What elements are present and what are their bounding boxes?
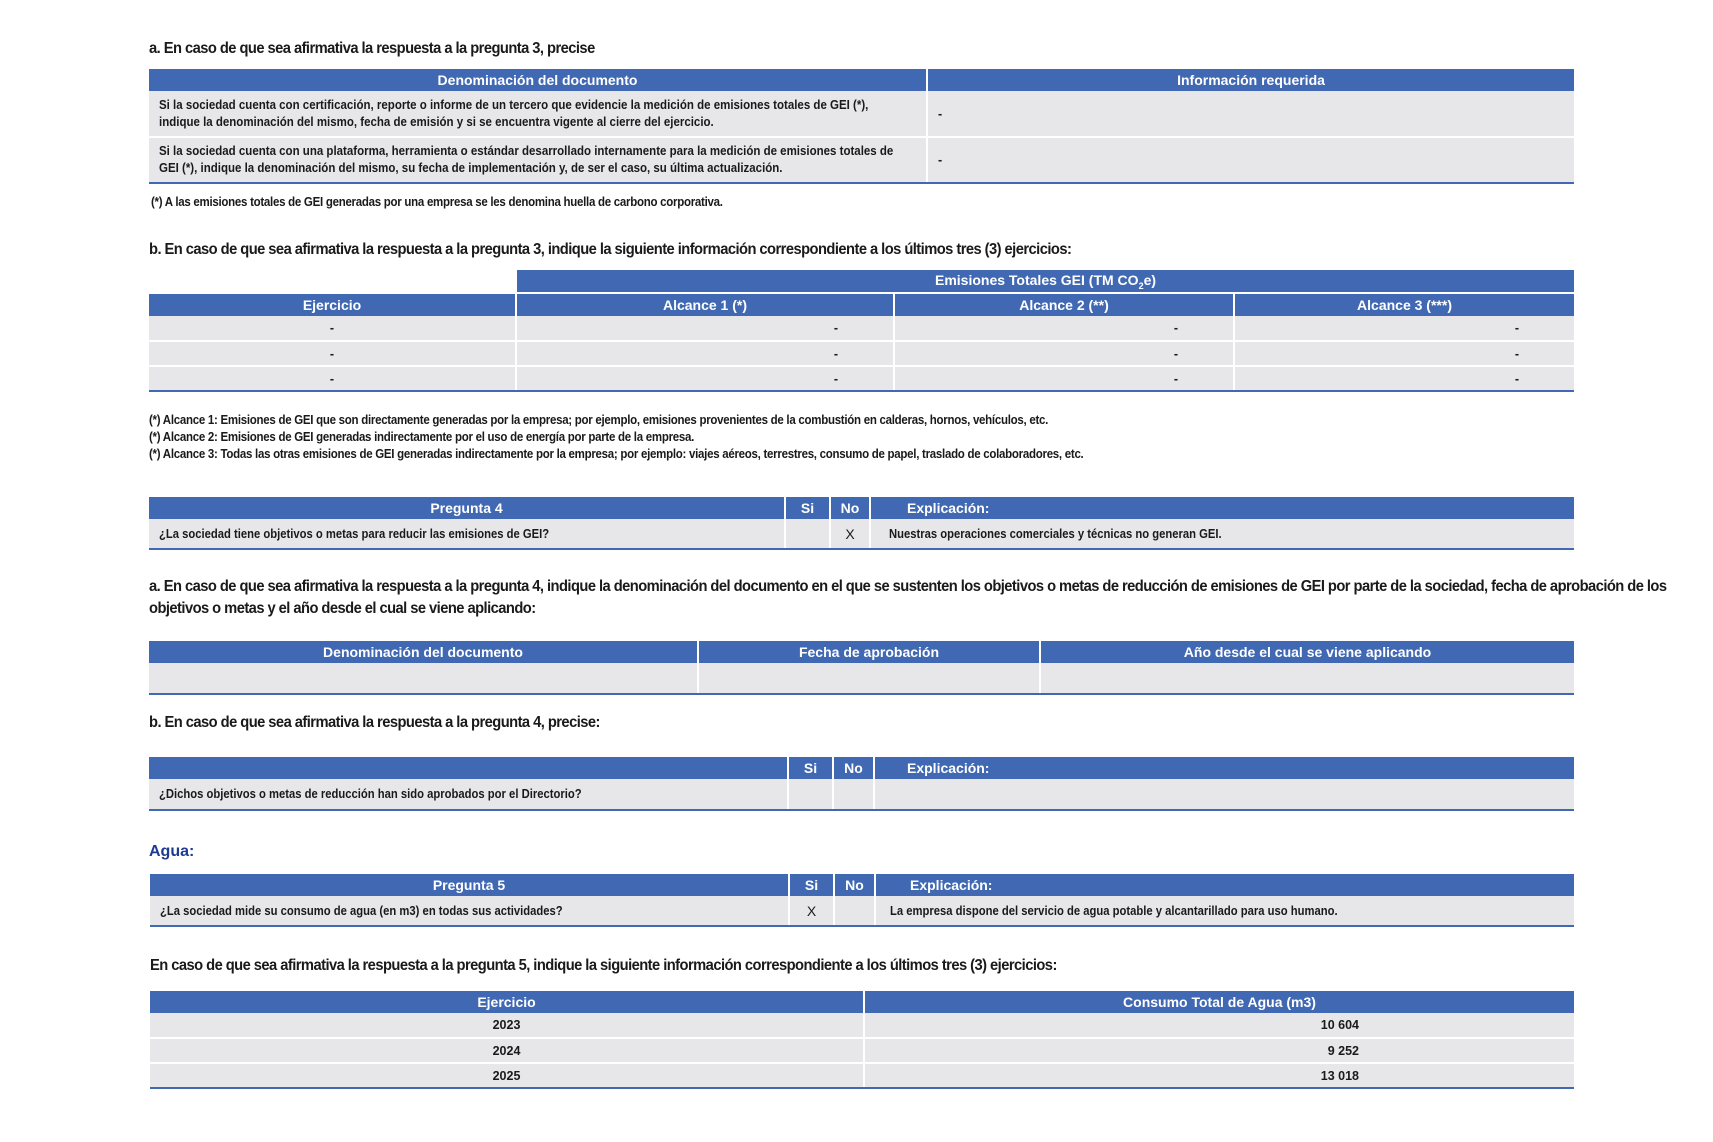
col-pregunta bbox=[149, 757, 788, 779]
cell-alcance-1: - bbox=[516, 366, 894, 391]
question-text: ¿Dichos objetivos o metas de reducción han sido aprobados por el Directorio? bbox=[149, 779, 788, 810]
section-3a-heading: a. En caso de que sea afirmativa la respuesta a la pregunta 3, precise bbox=[149, 40, 595, 57]
table-row bbox=[149, 366, 1574, 391]
table-row bbox=[150, 896, 1574, 926]
section-4b-heading: b. En caso de que sea afirmativa la respuesta a la pregunta 4, precise: bbox=[149, 714, 600, 731]
col-pregunta: Pregunta 4 bbox=[149, 497, 785, 519]
cell-alcance-3: - bbox=[1234, 316, 1574, 341]
table-row bbox=[149, 316, 1574, 341]
row-answer: - bbox=[927, 137, 1574, 183]
cell-ejercicio: - bbox=[149, 341, 516, 366]
col-no: No bbox=[834, 874, 875, 896]
answer-si bbox=[788, 779, 833, 810]
table-row bbox=[149, 91, 1574, 137]
cell-alcance-1: - bbox=[516, 341, 894, 366]
table-row bbox=[149, 341, 1574, 366]
table-row bbox=[150, 1063, 1574, 1088]
answer-si: X bbox=[789, 896, 834, 926]
col-explicacion: Explicación: bbox=[874, 757, 1574, 779]
cell-alcance-2: - bbox=[894, 366, 1234, 391]
table-3b-emisiones bbox=[149, 270, 1574, 392]
col-fecha-aprobacion: Fecha de aprobación bbox=[698, 641, 1040, 663]
cell-consumo: 10 604 bbox=[864, 1013, 1574, 1038]
table-pregunta-5 bbox=[150, 874, 1574, 927]
section-5-heading: En caso de que sea afirmativa la respuesta a la pregunta 5, indique la siguiente información correspondiente a los últimos tres (3) ejercicios: bbox=[150, 957, 1057, 974]
col-alcance-3: Alcance 3 (***) bbox=[1234, 293, 1574, 316]
col-no: No bbox=[830, 497, 870, 519]
table-4b bbox=[149, 757, 1574, 811]
col-denominacion: Denominación del documento bbox=[149, 641, 698, 663]
cell-ejercicio: 2023 bbox=[150, 1013, 864, 1038]
col-no: No bbox=[833, 757, 874, 779]
col-alcance-2: Alcance 2 (**) bbox=[894, 293, 1234, 316]
cell-anio bbox=[1040, 663, 1574, 694]
note-alcance-1: (*) Alcance 1: Emisiones de GEI que son directamente generadas por la empresa; por ejemplo, emisiones provenientes de la combustión en calderas, hornos, vehículos, etc. bbox=[149, 413, 1049, 427]
table-4a bbox=[149, 641, 1574, 695]
col-si: Si bbox=[785, 497, 830, 519]
table-row bbox=[149, 663, 1574, 694]
col-explicacion: Explicación: bbox=[870, 497, 1574, 519]
col-informacion: Información requerida bbox=[927, 69, 1574, 91]
col-anio-aplicando: Año desde el cual se viene aplicando bbox=[1040, 641, 1574, 663]
section-3b-heading: b. En caso de que sea afirmativa la respuesta a la pregunta 3, indique la siguiente información correspondiente a los últimos tres (3) ejercicios: bbox=[149, 241, 1072, 258]
cell-denominacion bbox=[149, 663, 698, 694]
empty-header-cell bbox=[149, 270, 516, 293]
col-ejercicio: Ejercicio bbox=[149, 293, 516, 316]
cell-alcance-3: - bbox=[1234, 366, 1574, 391]
cell-ejercicio: 2025 bbox=[150, 1063, 864, 1088]
table-row bbox=[150, 1038, 1574, 1063]
section-4a-heading: a. En caso de que sea afirmativa la respuesta a la pregunta 4, indique la denominación del documento en el que se sustenten los objetivos o metas de reducción de emisiones de GEI por parte de la sociedad, fecha de aprobación de los objetivos o metas y el año desde el cual se viene aplicando: bbox=[149, 578, 1667, 617]
table-consumo-agua bbox=[150, 991, 1574, 1089]
answer-no bbox=[833, 779, 874, 810]
cell-ejercicio: 2024 bbox=[150, 1038, 864, 1063]
row-question: Si la sociedad cuenta con certificación, reporte o informe de un tercero que evidencie la medición de emisiones totales de GEI (*), indique la denominación del mismo, fecha de emisión y si se encuentra vigente al cierre del ejercicio. bbox=[149, 91, 927, 137]
col-si: Si bbox=[789, 874, 834, 896]
question-text: ¿La sociedad tiene objetivos o metas para reducir las emisiones de GEI? bbox=[149, 519, 785, 549]
table-row bbox=[149, 519, 1574, 549]
group-header-emisiones: Emisiones Totales GEI (TM $CO_2e$) bbox=[516, 270, 1574, 293]
cell-alcance-2: - bbox=[894, 341, 1234, 366]
question-text: ¿La sociedad mide su consumo de agua (en m3) en todas sus actividades? bbox=[150, 896, 789, 926]
answer-explanation bbox=[874, 779, 1574, 810]
answer-explanation: Nuestras operaciones comerciales y técnicas no generan GEI. bbox=[870, 519, 1574, 549]
row-question: Si la sociedad cuenta con una plataforma, herramienta o estándar desarrollado internamente para la medición de emisiones totales de GEI (*), indique la denominación del mismo, su fecha de implementación y, de ser el caso, su última actualización. bbox=[149, 137, 927, 183]
table-row bbox=[149, 137, 1574, 183]
cell-ejercicio: - bbox=[149, 366, 516, 391]
answer-si bbox=[785, 519, 830, 549]
table-3a bbox=[149, 69, 1574, 184]
cell-alcance-1: - bbox=[516, 316, 894, 341]
cell-consumo: 13 018 bbox=[864, 1063, 1574, 1088]
answer-no bbox=[834, 896, 875, 926]
cell-ejercicio: - bbox=[149, 316, 516, 341]
cell-alcance-3: - bbox=[1234, 341, 1574, 366]
col-ejercicio: Ejercicio bbox=[150, 991, 864, 1013]
table-row bbox=[149, 779, 1574, 810]
col-explicacion: Explicación: bbox=[875, 874, 1574, 896]
cell-consumo: 9 252 bbox=[864, 1038, 1574, 1063]
agua-title: Agua: bbox=[149, 843, 195, 860]
table-row bbox=[150, 1013, 1574, 1038]
answer-no: X bbox=[830, 519, 870, 549]
col-si: Si bbox=[788, 757, 833, 779]
col-consumo-agua: Consumo Total de Agua (m3) bbox=[864, 991, 1574, 1013]
cell-alcance-2: - bbox=[894, 316, 1234, 341]
note-huella: (*) A las emisiones totales de GEI generadas por una empresa se les denomina huella de carbono corporativa. bbox=[151, 195, 723, 209]
col-denominacion: Denominación del documento bbox=[149, 69, 927, 91]
row-answer: - bbox=[927, 91, 1574, 137]
col-pregunta: Pregunta 5 bbox=[150, 874, 789, 896]
cell-fecha bbox=[698, 663, 1040, 694]
table-pregunta-4 bbox=[149, 497, 1574, 550]
note-alcance-3: (*) Alcance 3: Todas las otras emisiones de GEI generadas indirectamente por la empresa; por ejemplo: viajes aéreos, terrestres, consumo de papel, traslado de colaboradores, etc. bbox=[149, 447, 1084, 461]
col-alcance-1: Alcance 1 (*) bbox=[516, 293, 894, 316]
note-alcance-2: (*) Alcance 2: Emisiones de GEI generadas indirectamente por el uso de energía por parte de la empresa. bbox=[149, 430, 695, 444]
answer-explanation: La empresa dispone del servicio de agua potable y alcantarillado para uso humano. bbox=[875, 896, 1574, 926]
